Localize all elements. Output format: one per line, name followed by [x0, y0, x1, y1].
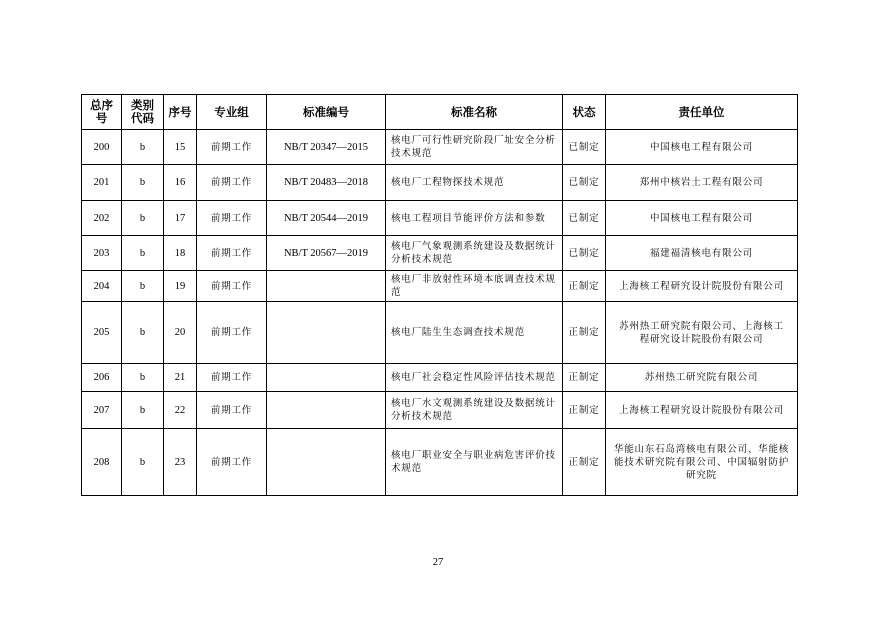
standards-table	[81, 94, 798, 496]
page-number: 27	[432, 557, 444, 568]
table-header-row	[82, 95, 798, 130]
cell-status: 正制定	[563, 392, 606, 429]
cell-std-name: 核电厂工程物探技术规范	[386, 165, 563, 201]
cell-category-code: b	[122, 364, 164, 392]
cell-category-code: b	[122, 271, 164, 302]
cell-std-no: NB/T 20347—2015	[267, 130, 386, 165]
table-row	[82, 165, 798, 201]
table-row	[82, 130, 798, 165]
cell-unit: 中国核电工程有限公司	[606, 130, 798, 165]
cell-group: 前期工作	[197, 429, 267, 496]
cell-unit: 中国核电工程有限公司	[606, 201, 798, 236]
cell-std-no: NB/T 20483—2018	[267, 165, 386, 201]
cell-seq-no: 18	[164, 236, 197, 271]
cell-std-name: 核电厂水文观测系统建设及数据统计分析技术规范	[386, 392, 563, 429]
cell-std-no	[267, 392, 386, 429]
table-row	[82, 302, 798, 364]
cell-group: 前期工作	[197, 236, 267, 271]
cell-status: 正制定	[563, 429, 606, 496]
header-status: 状态	[563, 95, 606, 130]
cell-std-name: 核电厂气象观测系统建设及数据统计分析技术规范	[386, 236, 563, 271]
cell-category-code: b	[122, 201, 164, 236]
table-row	[82, 271, 798, 302]
cell-std-no	[267, 364, 386, 392]
cell-category-code: b	[122, 392, 164, 429]
cell-total-no: 202	[82, 201, 122, 236]
header-seq-no: 序号	[164, 95, 197, 130]
cell-std-no	[267, 302, 386, 364]
table-row	[82, 364, 798, 392]
cell-unit: 上海核工程研究设计院股份有限公司	[606, 392, 798, 429]
cell-group: 前期工作	[197, 364, 267, 392]
cell-std-no: NB/T 20567—2019	[267, 236, 386, 271]
cell-std-no: NB/T 20544—2019	[267, 201, 386, 236]
cell-std-name: 核电厂职业安全与职业病危害评价技术规范	[386, 429, 563, 496]
table-row	[82, 429, 798, 496]
cell-group: 前期工作	[197, 165, 267, 201]
cell-std-no	[267, 271, 386, 302]
cell-seq-no: 20	[164, 302, 197, 364]
cell-total-no: 206	[82, 364, 122, 392]
cell-total-no: 203	[82, 236, 122, 271]
cell-seq-no: 22	[164, 392, 197, 429]
cell-seq-no: 17	[164, 201, 197, 236]
cell-group: 前期工作	[197, 201, 267, 236]
cell-status: 已制定	[563, 165, 606, 201]
cell-status: 正制定	[563, 271, 606, 302]
cell-std-no	[267, 429, 386, 496]
cell-group: 前期工作	[197, 302, 267, 364]
cell-total-no: 205	[82, 302, 122, 364]
cell-seq-no: 21	[164, 364, 197, 392]
cell-group: 前期工作	[197, 392, 267, 429]
cell-std-name: 核电厂可行性研究阶段厂址安全分析技术规范	[386, 130, 563, 165]
cell-total-no: 208	[82, 429, 122, 496]
cell-category-code: b	[122, 130, 164, 165]
header-group: 专业组	[197, 95, 267, 130]
cell-unit: 苏州热工研究院有限公司	[606, 364, 798, 392]
cell-unit: 郑州中核岩土工程有限公司	[606, 165, 798, 201]
cell-status: 正制定	[563, 364, 606, 392]
table-row	[82, 201, 798, 236]
cell-total-no: 201	[82, 165, 122, 201]
cell-std-name: 核电工程项目节能评价方法和参数	[386, 201, 563, 236]
cell-status: 已制定	[563, 236, 606, 271]
cell-category-code: b	[122, 165, 164, 201]
cell-unit: 上海核工程研究设计院股份有限公司	[606, 271, 798, 302]
table-row	[82, 236, 798, 271]
cell-total-no: 204	[82, 271, 122, 302]
cell-group: 前期工作	[197, 130, 267, 165]
header-category-code: 类别代码	[122, 95, 164, 130]
table-row	[82, 392, 798, 429]
cell-total-no: 207	[82, 392, 122, 429]
cell-std-name: 核电厂社会稳定性风险评估技术规范	[386, 364, 563, 392]
cell-unit: 苏州热工研究院有限公司、上海核工程研究设计院股份有限公司	[606, 302, 798, 364]
cell-category-code: b	[122, 429, 164, 496]
cell-unit: 华能山东石岛湾核电有限公司、华能核能技术研究院有限公司、中国辐射防护研究院	[606, 429, 798, 496]
cell-status: 正制定	[563, 302, 606, 364]
cell-category-code: b	[122, 236, 164, 271]
cell-unit: 福建福清核电有限公司	[606, 236, 798, 271]
header-std-no: 标准编号	[267, 95, 386, 130]
cell-category-code: b	[122, 302, 164, 364]
cell-seq-no: 15	[164, 130, 197, 165]
header-std-name: 标准名称	[386, 95, 563, 130]
cell-total-no: 200	[82, 130, 122, 165]
cell-seq-no: 16	[164, 165, 197, 201]
header-unit: 责任单位	[606, 95, 798, 130]
cell-status: 已制定	[563, 130, 606, 165]
cell-std-name: 核电厂非放射性环境本底调查技术规范	[386, 271, 563, 302]
cell-seq-no: 23	[164, 429, 197, 496]
cell-std-name: 核电厂陆生生态调查技术规范	[386, 302, 563, 364]
cell-status: 已制定	[563, 201, 606, 236]
cell-group: 前期工作	[197, 271, 267, 302]
header-total-no: 总序号	[82, 95, 122, 130]
cell-seq-no: 19	[164, 271, 197, 302]
